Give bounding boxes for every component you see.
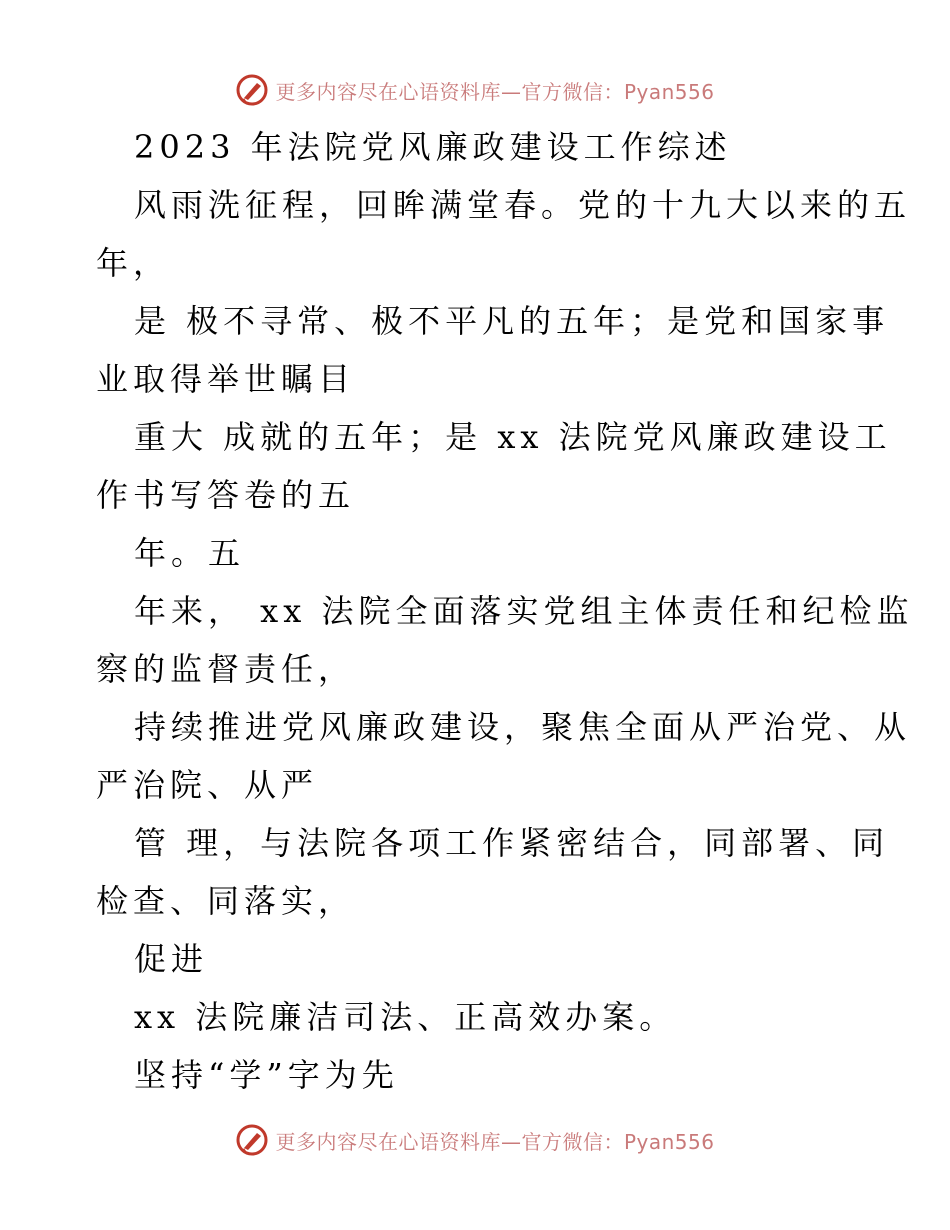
paragraph-line: 持续推进党风廉政建设，聚焦全面从严治党、从 <box>134 708 912 746</box>
paragraph-line: 促进 <box>134 940 209 978</box>
paragraph-line: xx 法院廉洁司法、正高效办案。 <box>134 998 677 1036</box>
document-title: 2023 年法院党风廉政建设工作综述 <box>134 128 732 166</box>
header-watermark <box>0 70 950 110</box>
paragraph-line: 严治院、从严 <box>96 766 319 804</box>
paragraph-line: 业取得举世瞩目 <box>96 360 356 398</box>
watermark-text: 更多内容尽在心语资料库—官方微信：Pyan556 <box>275 1129 715 1154</box>
paragraph-line: 风雨洗征程，回眸满堂春。党的十九大以来的五 <box>134 186 912 224</box>
paragraph-line: 察的监督责任， <box>96 650 356 688</box>
pen-logo-icon <box>235 73 269 107</box>
paragraph-line: 重大 成就的五年；是 xx 法院党风廉政建设工 <box>134 418 892 456</box>
paragraph-line: 年来， xx 法院全面落实党组主体责任和纪检监 <box>134 592 914 630</box>
paragraph-line: 管 理，与法院各项工作紧密结合，同部署、同 <box>134 824 890 862</box>
paragraph-line: 作书写答卷的五 <box>96 476 356 514</box>
pen-logo-icon <box>235 1123 269 1157</box>
watermark-text: 更多内容尽在心语资料库—官方微信：Pyan556 <box>275 79 715 104</box>
paragraph-line: 检查、同落实， <box>96 882 356 920</box>
section-heading: 坚持“学”字为先 <box>134 1056 399 1094</box>
paragraph-line: 年， <box>96 244 171 282</box>
paragraph-line: 是 极不寻常、极不平凡的五年；是党和国家事 <box>134 302 890 340</box>
footer-watermark <box>0 1120 950 1160</box>
paragraph-line: 年。五 <box>134 534 246 572</box>
